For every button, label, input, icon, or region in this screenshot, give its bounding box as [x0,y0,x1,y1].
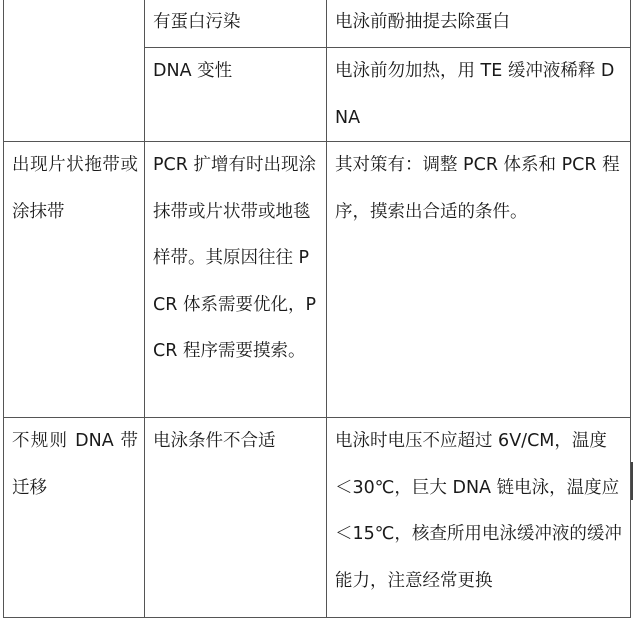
troubleshooting-table [3,0,631,618]
solution-cell: 电泳前酚抽提去除蛋白 [327,0,631,48]
table-row [4,418,631,618]
solution-cell: 其对策有：调整 PCR 体系和 PCR 程序，摸索出合适的条件。 [327,142,631,418]
problem-cell: 不规则 DNA 带迁移 [4,418,145,618]
problem-cell [4,0,145,142]
table-row [4,0,631,48]
cause-cell: 有蛋白污染 [145,0,327,48]
solution-cell: 电泳时电压不应超过 6V/CM，温度＜30℃，巨大 DNA 链电泳，温度应＜15℃，核查所用电泳缓冲液的缓冲能力，注意经常更换 [327,418,631,618]
cause-cell: PCR 扩增有时出现涂抹带或片状带或地毯样带。其原因往往 PCR 体系需要优化，PCR 程序需要摸索。 [145,142,327,418]
cause-cell: 电泳条件不合适 [145,418,327,618]
table-row [4,142,631,418]
cause-cell: DNA 变性 [145,48,327,142]
solution-cell: 电泳前勿加热，用 TE 缓冲液稀释 DNA [327,48,631,142]
problem-cell: 出现片状拖带或涂抹带 [4,142,145,418]
